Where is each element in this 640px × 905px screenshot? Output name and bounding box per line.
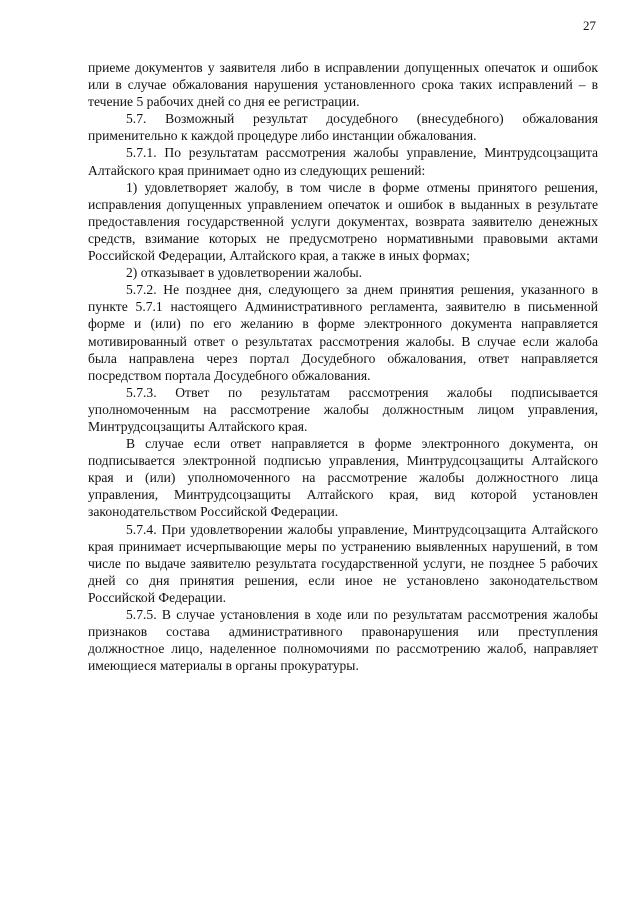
paragraph-5-7-5: 5.7.5. В случае установления в ходе или по результатам рассмотрения жалобы признаков состава административного правонарушения или преступления должностное лицо, наделенное полномочиями по рассмотрению жалоб, направляет имеющиеся материалы в органы прокуратуры. <box>88 607 598 674</box>
paragraph-continuation: приеме документов у заявителя либо в исправлении допущенных опечаток и ошибок или в случае обжалования нарушения установленного срока таких исправлений – в течение 5 рабочих дней со дня ее регистрации. <box>88 60 598 110</box>
paragraph-5-7: 5.7. Возможный результат досудебного (внесудебного) обжалования применительно к каждой процедуре либо инстанции обжалования. <box>88 111 598 144</box>
paragraph-5-7-1: 5.7.1. По результатам рассмотрения жалобы управление, Минтрудсоцзащита Алтайского края принимает одно из следующих решений: <box>88 145 598 178</box>
paragraph-5-7-3: 5.7.3. Ответ по результатам рассмотрения жалобы подписывается уполномоченным на рассмотрение жалобы должностным лицом управления, Минтрудсоцзащиты Алтайского края. <box>88 384 598 434</box>
paragraph-5-7-4: 5.7.4. При удовлетворении жалобы управление, Минтрудсоцзащита Алтайского края принимает исчерпывающие меры по устранению выявленных нарушений, в том числе по выдаче заявителю результата государственной услуги, не позднее 5 рабочих дней со дня принятия решения, если иное не установлено законодательством Российской Федерации. <box>88 521 598 605</box>
paragraph-electronic-response: В случае если ответ направляется в форме электронного документа, он подписывается электронной подписью управления, Минтрудсоцзащиты Алтайского края и (или) уполномоченного на рассмотрение жалобы должностного лица управления, Минтрудсоцзащиты Алтайского края, вид которой установлен законодательством Российской Федерации. <box>88 436 598 520</box>
document-body <box>88 59 598 674</box>
page-number: 27 <box>583 18 596 33</box>
list-item-1: 1) удовлетворяет жалобу, в том числе в форме отмены принятого решения, исправления допущенных управлением опечаток и ошибок в выданных в результате предоставления государственной услуги документах, возврата заявителю денежных средств, взимание которых не предусмотрено нормативными правовыми актами Российской Федерации, Алтайского края, а также в иных формах; <box>88 179 598 264</box>
paragraph-5-7-2: 5.7.2. Не позднее дня, следующего за днем принятия решения, указанного в пункте 5.7.1 настоящего Административного регламента, заявителю в письменной форме и (или) по его желанию в форме электронного документа направляется мотивированный ответ о результатах рассмотрения жалобы. В случае если жалоба была направлена через портал Досудебного обжалования, ответ направляется посредством портала Досудебного обжалования. <box>88 282 598 383</box>
list-item-2: 2) отказывает в удовлетворении жалобы. <box>126 265 363 281</box>
